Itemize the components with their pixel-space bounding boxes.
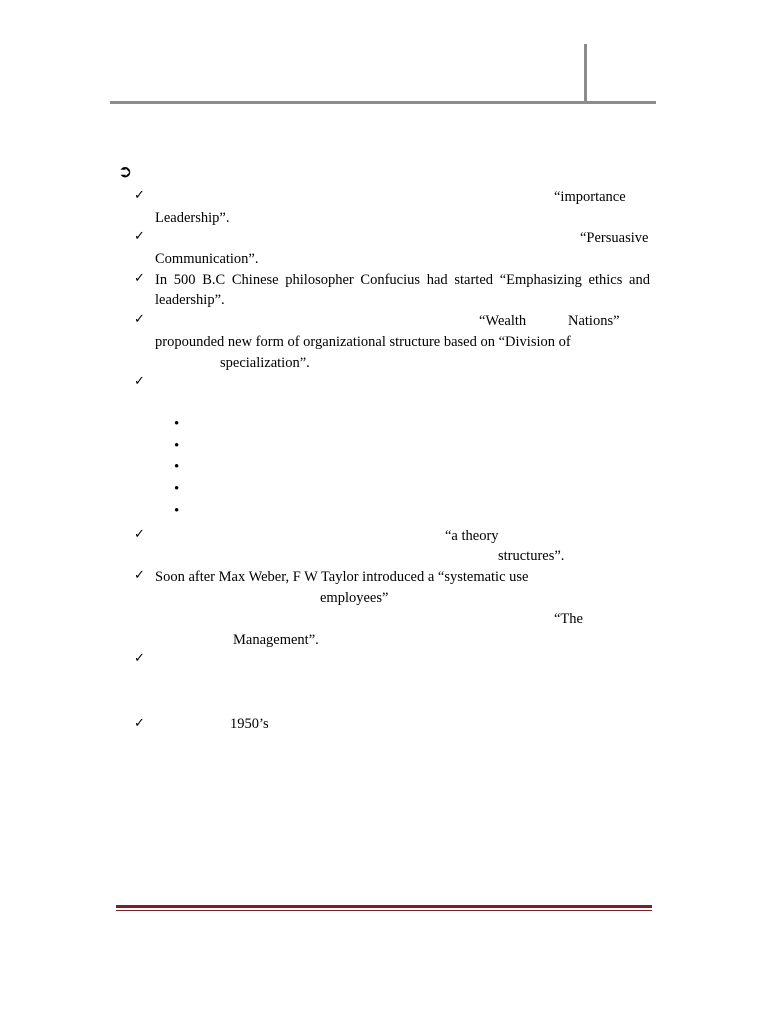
bullet-icon: •	[174, 416, 180, 432]
item-4-line-2: propounded new form of organizational structure based on “Division of	[155, 334, 571, 350]
header-rule	[110, 101, 656, 104]
item-1-quote: “importance	[554, 189, 626, 205]
item-6-quote: “a theory	[445, 528, 499, 544]
bullet-icon: •	[174, 438, 180, 454]
bullet-icon: •	[174, 459, 180, 475]
item-7-line-1: Soon after Max Weber, F W Taylor introduced a “systematic use	[155, 569, 529, 585]
item-7-quote: “The	[554, 611, 583, 627]
item-2-quote: “Persuasive	[580, 230, 649, 246]
item-7-line-4: Management”.	[233, 632, 319, 648]
item-4-quote-1: “Wealth	[479, 313, 527, 329]
arrow-icon: ➲	[118, 162, 133, 182]
check-icon: ✓	[134, 527, 145, 542]
item-2-continuation: Communication”.	[155, 251, 259, 267]
footer-rule-thin	[116, 910, 652, 911]
check-icon: ✓	[134, 651, 145, 666]
item-6-line-2: structures”.	[498, 548, 565, 564]
bullet-icon: •	[174, 503, 180, 519]
item-3-line-2: leadership”.	[155, 292, 225, 308]
item-4-quote-2: Nations”	[568, 313, 620, 329]
check-icon: ✓	[134, 271, 145, 286]
check-icon: ✓	[134, 188, 145, 203]
check-icon: ✓	[134, 568, 145, 583]
item-9-text: 1950’s	[230, 716, 269, 732]
bullet-icon: •	[174, 481, 180, 497]
header-vertical-rule	[584, 44, 587, 104]
item-3-line-1: In 500 B.C Chinese philosopher Confucius had started “Emphasizing ethics and	[155, 272, 650, 288]
check-icon: ✓	[134, 716, 145, 731]
check-icon: ✓	[134, 312, 145, 327]
check-icon: ✓	[134, 229, 145, 244]
item-1-continuation: Leadership”.	[155, 210, 230, 226]
footer-rule	[116, 905, 652, 908]
item-7-line-2: employees”	[320, 590, 389, 606]
item-4-line-3: specialization”.	[220, 355, 310, 371]
check-icon: ✓	[134, 374, 145, 389]
